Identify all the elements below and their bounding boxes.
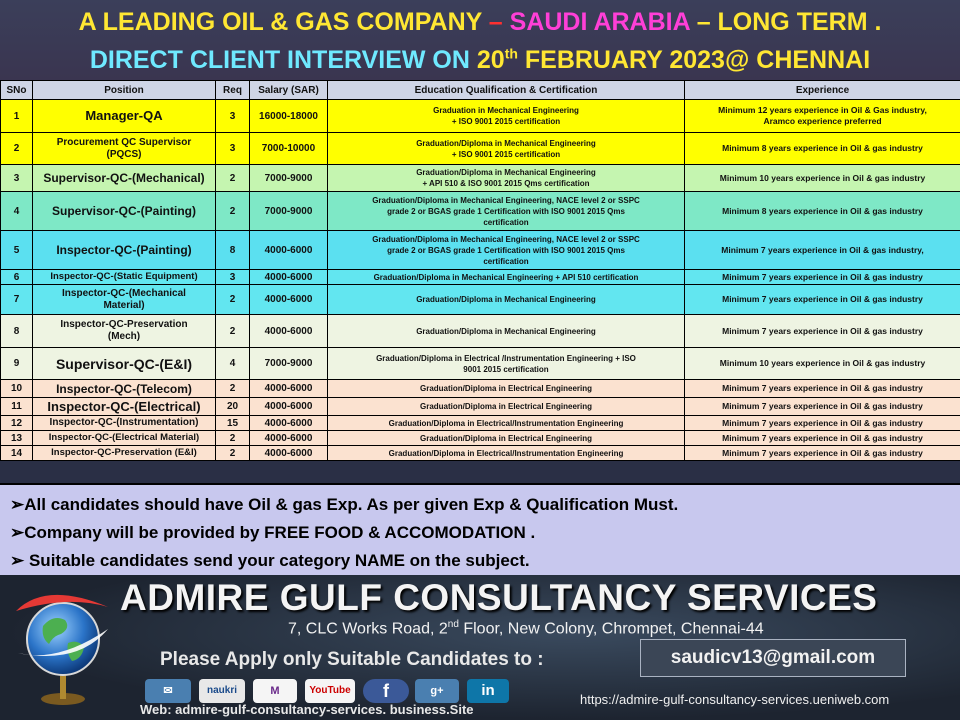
table-row bbox=[1, 348, 960, 380]
col-header-sno: SNo bbox=[1, 81, 33, 100]
cell-experience: Minimum 7 years experience in Oil & gas industry bbox=[685, 446, 960, 461]
cell-position: Inspector-QC-Preservation (Mech) bbox=[33, 315, 216, 348]
header-line-2 bbox=[0, 42, 960, 78]
table-row bbox=[1, 380, 960, 398]
cell-education: Graduation/Diploma in Mechanical Engineering bbox=[328, 285, 685, 315]
cell-req: 2 bbox=[216, 380, 250, 398]
cell-sno: 1 bbox=[1, 100, 33, 133]
col-header-education: Education Qualification & Certification bbox=[328, 81, 685, 100]
table-header-row bbox=[1, 81, 960, 100]
company-logo bbox=[8, 581, 118, 711]
address-floor-suffix: nd bbox=[447, 619, 459, 630]
interview-day-suffix: th bbox=[504, 45, 518, 62]
cell-salary: 4000-6000 bbox=[250, 285, 328, 315]
cell-position: Inspector-QC-(Mechanical Material) bbox=[33, 285, 216, 315]
cell-sno: 8 bbox=[1, 315, 33, 348]
cell-position: Manager-QA bbox=[33, 100, 216, 133]
col-header-experience: Experience bbox=[685, 81, 960, 100]
cell-education: Graduation/Diploma in Electrical/Instrumentation Engineering bbox=[328, 446, 685, 461]
cell-sno: 10 bbox=[1, 380, 33, 398]
cell-experience: Minimum 7 years experience in Oil & gas industry bbox=[685, 315, 960, 348]
website-text[interactable]: Web: admire-gulf-consultancy-services. business.Site bbox=[140, 702, 474, 717]
cell-experience: Minimum 7 years experience in Oil & gas industry bbox=[685, 431, 960, 446]
office-address bbox=[288, 619, 764, 638]
cell-req: 3 bbox=[216, 133, 250, 165]
cell-position: Procurement QC Supervisor (PQCS) bbox=[33, 133, 216, 165]
col-header-req: Req bbox=[216, 81, 250, 100]
cell-req: 3 bbox=[216, 270, 250, 285]
email-address[interactable]: saudicv13@gmail.com bbox=[640, 639, 906, 677]
cell-position: Inspector-QC-(Electrical Material) bbox=[33, 431, 216, 446]
cell-salary: 16000-18000 bbox=[250, 100, 328, 133]
linkedin-icon[interactable]: in bbox=[467, 679, 509, 703]
table-row bbox=[1, 398, 960, 416]
cell-salary: 4000-6000 bbox=[250, 315, 328, 348]
youtube-icon[interactable]: YouTube bbox=[305, 679, 355, 703]
interview-date bbox=[477, 46, 870, 74]
cell-education: Graduation/Diploma in Electrical Engineering bbox=[328, 380, 685, 398]
header-term: – LONG TERM . bbox=[696, 8, 882, 36]
cell-experience: Minimum 10 years experience in Oil & gas industry bbox=[685, 348, 960, 380]
table-row bbox=[1, 100, 960, 133]
cell-sno: 3 bbox=[1, 165, 33, 192]
cell-experience: Minimum 7 years experience in Oil & gas industry bbox=[685, 380, 960, 398]
header-dash: – bbox=[488, 8, 503, 36]
col-header-position: Position bbox=[33, 81, 216, 100]
table-row bbox=[1, 431, 960, 446]
cell-salary: 4000-6000 bbox=[250, 380, 328, 398]
facebook-icon[interactable]: f bbox=[363, 679, 409, 703]
notes-panel bbox=[0, 483, 960, 575]
table-row bbox=[1, 446, 960, 461]
cell-salary: 4000-6000 bbox=[250, 398, 328, 416]
cell-position: Inspector-QC-(Instrumentation) bbox=[33, 416, 216, 431]
cell-req: 3 bbox=[216, 100, 250, 133]
cell-req: 15 bbox=[216, 416, 250, 431]
cell-req: 2 bbox=[216, 446, 250, 461]
cell-experience: Minimum 7 years experience in Oil & gas industry bbox=[685, 285, 960, 315]
apply-instruction: Please Apply only Suitable Candidates to : bbox=[160, 649, 544, 670]
note-experience: ➢All candidates should have Oil & gas Exp. As per given Exp & Qualification Must. bbox=[10, 495, 679, 514]
cell-req: 2 bbox=[216, 192, 250, 231]
cell-education: Graduation/Diploma in Mechanical Engineering + API 510 & ISO 9001 2015 Qms certification bbox=[328, 165, 685, 192]
address-part-2: Floor, New Colony, Chrompet, Chennai-44 bbox=[458, 620, 764, 638]
cell-experience: Minimum 12 years experience in Oil & Gas industry, Aramco experience preferred bbox=[685, 100, 960, 133]
cell-education: Graduation/Diploma in Electrical/Instrumentation Engineering bbox=[328, 416, 685, 431]
cell-experience: Minimum 8 years experience in Oil & gas industry bbox=[685, 133, 960, 165]
cell-sno: 2 bbox=[1, 133, 33, 165]
table-row bbox=[1, 315, 960, 348]
cell-salary: 4000-6000 bbox=[250, 270, 328, 285]
cell-experience: Minimum 7 years experience in Oil & gas industry bbox=[685, 398, 960, 416]
cell-position: Supervisor-QC-(Painting) bbox=[33, 192, 216, 231]
header-line-1 bbox=[0, 0, 960, 42]
table-row bbox=[1, 270, 960, 285]
cell-experience: Minimum 10 years experience in Oil & gas industry bbox=[685, 165, 960, 192]
cell-sno: 9 bbox=[1, 348, 33, 380]
interview-day: 20 bbox=[476, 46, 505, 74]
cell-education: Graduation/Diploma in Electrical Engineering bbox=[328, 431, 685, 446]
cell-sno: 13 bbox=[1, 431, 33, 446]
cell-position: Supervisor-QC-(E&I) bbox=[33, 348, 216, 380]
cell-req: 2 bbox=[216, 315, 250, 348]
table-row bbox=[1, 285, 960, 315]
cell-req: 2 bbox=[216, 431, 250, 446]
cell-experience: Minimum 7 years experience in Oil & gas industry bbox=[685, 270, 960, 285]
table-row bbox=[1, 165, 960, 192]
col-header-salary: Salary (SAR) bbox=[250, 81, 328, 100]
mail-icon[interactable]: ✉ bbox=[145, 679, 191, 703]
cell-sno: 6 bbox=[1, 270, 33, 285]
cell-education: Graduation/Diploma in Electrical /Instrumentation Engineering + ISO 9001 2015 certification bbox=[328, 348, 685, 380]
note-subject: ➢ Suitable candidates send your category NAME on the subject. bbox=[10, 551, 530, 570]
cell-salary: 4000-6000 bbox=[250, 416, 328, 431]
cell-sno: 12 bbox=[1, 416, 33, 431]
cell-req: 2 bbox=[216, 165, 250, 192]
table-row bbox=[1, 416, 960, 431]
cell-req: 4 bbox=[216, 348, 250, 380]
table-row bbox=[1, 133, 960, 165]
cell-salary: 4000-6000 bbox=[250, 446, 328, 461]
cell-position: Inspector-QC-(Static Equipment) bbox=[33, 270, 216, 285]
interview-month-location: FEBRUARY 2023@ CHENNAI bbox=[517, 46, 871, 74]
cell-req: 20 bbox=[216, 398, 250, 416]
cell-education: Graduation/Diploma in Mechanical Engineering + ISO 9001 2015 certification bbox=[328, 133, 685, 165]
cell-education: Graduation/Diploma in Mechanical Engineering + API 510 certification bbox=[328, 270, 685, 285]
cell-salary: 7000-9000 bbox=[250, 192, 328, 231]
cell-req: 8 bbox=[216, 231, 250, 270]
cell-sno: 11 bbox=[1, 398, 33, 416]
naukri-icon[interactable]: naukri bbox=[199, 679, 245, 703]
monster-icon[interactable]: M bbox=[253, 679, 297, 703]
cell-salary: 7000-9000 bbox=[250, 165, 328, 192]
website-url[interactable]: https://admire-gulf-consultancy-services.ueniweb.com bbox=[580, 692, 890, 707]
cell-sno: 5 bbox=[1, 231, 33, 270]
cell-education: Graduation/Diploma in Electrical Engineering bbox=[328, 398, 685, 416]
cell-position: Inspector-QC-(Electrical) bbox=[33, 398, 216, 416]
cell-position: Inspector-QC-Preservation (E&I) bbox=[33, 446, 216, 461]
globe-logo-icon bbox=[8, 581, 118, 711]
cell-sno: 14 bbox=[1, 446, 33, 461]
cell-position: Inspector-QC-(Painting) bbox=[33, 231, 216, 270]
cell-salary: 7000-9000 bbox=[250, 348, 328, 380]
note-food-accommodation: ➢Company will be provided by FREE FOOD & ACCOMODATION . bbox=[10, 523, 536, 542]
cell-education: Graduation/Diploma in Mechanical Engineering, NACE level 2 or SSPC grade 2 or BGAS grade 1 Certification with ISO 9001 2015 Qms certification bbox=[328, 192, 685, 231]
cell-salary: 4000-6000 bbox=[250, 431, 328, 446]
google-plus-icon[interactable]: g+ bbox=[415, 679, 459, 703]
address-part-1: 7, CLC Works Road, 2 bbox=[288, 620, 448, 638]
cell-position: Inspector-QC-(Telecom) bbox=[33, 380, 216, 398]
cell-sno: 4 bbox=[1, 192, 33, 231]
footer-panel bbox=[0, 575, 960, 720]
cell-experience: Minimum 7 years experience in Oil & gas industry bbox=[685, 416, 960, 431]
interview-text: DIRECT CLIENT INTERVIEW ON bbox=[89, 46, 477, 74]
header-banner bbox=[0, 0, 960, 80]
cell-education: Graduation/Diploma in Mechanical Engineering, NACE level 2 or SSPC grade 2 or BGAS grade 1 Certification with ISO 9001 2015 Qms certification bbox=[328, 231, 685, 270]
jobs-table bbox=[0, 80, 960, 461]
brand-name: ADMIRE GULF CONSULTANCY SERVICES bbox=[120, 577, 878, 618]
header-company-text: A LEADING OIL & GAS COMPANY bbox=[78, 8, 489, 36]
cell-experience: Minimum 7 years experience in Oil & gas industry, bbox=[685, 231, 960, 270]
cell-salary: 4000-6000 bbox=[250, 231, 328, 270]
header-country: SAUDI ARABIA bbox=[502, 8, 697, 36]
cell-education: Graduation in Mechanical Engineering + ISO 9001 2015 certification bbox=[328, 100, 685, 133]
cell-sno: 7 bbox=[1, 285, 33, 315]
cell-position: Supervisor-QC-(Mechanical) bbox=[33, 165, 216, 192]
cell-experience: Minimum 8 years experience in Oil & gas industry bbox=[685, 192, 960, 231]
table-row bbox=[1, 231, 960, 270]
cell-education: Graduation/Diploma in Mechanical Engineering bbox=[328, 315, 685, 348]
cell-req: 2 bbox=[216, 285, 250, 315]
cell-salary: 7000-10000 bbox=[250, 133, 328, 165]
table-row bbox=[1, 192, 960, 231]
